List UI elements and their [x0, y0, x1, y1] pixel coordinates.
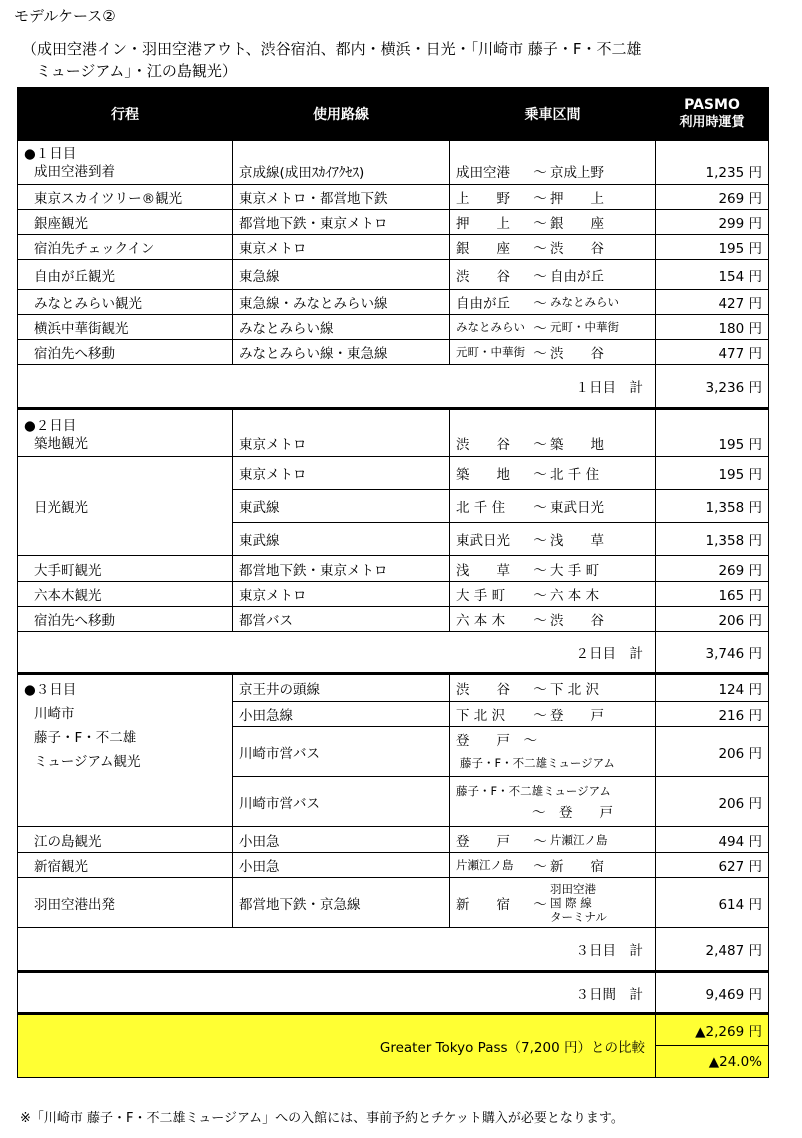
table-row: [18, 556, 769, 582]
day1-label: ●１日目: [24, 146, 77, 162]
day3-label: ●３日目: [18, 674, 233, 702]
itinerary-item: 東京スカイツリー®観光: [18, 185, 233, 210]
route-line: 都営地下鉄・東京メトロ: [233, 556, 450, 582]
compare-percent: ▲24.0%: [656, 1046, 769, 1078]
route-section: 銀 座 ～ 渋 谷: [450, 235, 656, 260]
table-row: [18, 827, 769, 853]
day1-total: 3,236 円: [656, 365, 769, 409]
route-line: 京成線(成田ｽｶｲｱｸｾｽ): [233, 141, 450, 185]
day1-first-item: ●１日目 成田空港到着: [18, 141, 233, 185]
header-line: 使用路線: [233, 88, 450, 141]
itinerary-item: 日光観光: [18, 457, 233, 556]
header-fare: PASMO 利用時運賃: [656, 88, 769, 141]
route-line: 川崎市営バス: [233, 777, 450, 827]
route-line: みなとみらい線・東急線: [233, 340, 450, 365]
route-section: 北 千 住 ～ 東武日光: [450, 490, 656, 523]
route-line: 小田急線: [233, 702, 450, 727]
route-line: 東武線: [233, 490, 450, 523]
route-line: 都営地下鉄・東京メトロ: [233, 210, 450, 235]
grand-total-row: [18, 972, 769, 1014]
itinerary-item: 新宿観光: [18, 853, 233, 878]
route-line: 東京メトロ: [233, 457, 450, 490]
table-row: [18, 235, 769, 260]
route-line: 京王井の頭線: [233, 674, 450, 702]
route-line: 東京メトロ: [233, 235, 450, 260]
header-section: 乗車区間: [450, 88, 656, 141]
day3-total: 2,487 円: [656, 928, 769, 972]
day2-total-row: [18, 632, 769, 674]
page-title: モデルケース②: [14, 7, 116, 25]
page-subtitle: [22, 38, 792, 82]
route-section: 自由が丘 ～ みなとみらい: [450, 290, 656, 315]
fare-cell: 216 円: [656, 702, 769, 727]
route-line: 小田急: [233, 827, 450, 853]
route-line: 東京メトロ・都営地下鉄: [233, 185, 450, 210]
subtitle-line-1: （成田空港イン・羽田空港アウト、渋谷宿泊、都内・横浜・日光・「川崎市 藤子・F・不二雄: [22, 40, 642, 58]
itinerary-item: 六本木観光: [18, 582, 233, 607]
route-section: 築 地 ～ 北 千 住: [450, 457, 656, 490]
table-row: [18, 141, 769, 185]
fare-cell: 165 円: [656, 582, 769, 607]
fare-cell: 1,358 円: [656, 490, 769, 523]
day2-total-label: ２日目 計: [18, 632, 656, 674]
fare-cell: 269 円: [656, 185, 769, 210]
route-section: 登 戸 ～ 片瀬江ノ島: [450, 827, 656, 853]
route-section: 渋 谷 ～ 下 北 沢: [450, 674, 656, 702]
table-row: [18, 674, 769, 702]
route-line: 東京メトロ: [233, 409, 450, 457]
fare-cell: 154 円: [656, 260, 769, 290]
route-line: 川崎市営バス: [233, 727, 450, 777]
compare-row-1: [18, 1014, 769, 1046]
route-section: 新 宿 ～ 羽田空港 国 際 線 ターミナル: [450, 878, 656, 928]
route-section: 成田空港 ～ 京成上野: [450, 141, 656, 185]
compare-diff: ▲2,269 円: [656, 1014, 769, 1046]
table-row: [18, 607, 769, 632]
route-line: みなとみらい線: [233, 315, 450, 340]
itinerary-item: みなとみらい観光: [18, 290, 233, 315]
route-section: 藤子・F・不二雄ミュージアム ～ 登 戸: [450, 777, 656, 827]
fare-cell: 1,235 円: [656, 141, 769, 185]
fare-cell: 299 円: [656, 210, 769, 235]
table-row: [18, 878, 769, 928]
header-itinerary: 行程: [18, 88, 233, 141]
fare-cell: 206 円: [656, 777, 769, 827]
itinerary-item: 宿泊先チェックイン: [18, 235, 233, 260]
fare-cell: 206 円: [656, 727, 769, 777]
route-section: 元町・中華街 ～ 渋 谷: [450, 340, 656, 365]
table-row: [18, 853, 769, 878]
route-section: 東武日光 ～ 浅 草: [450, 523, 656, 556]
route-line: 都営バス: [233, 607, 450, 632]
fare-cell: 124 円: [656, 674, 769, 702]
table-row: [18, 315, 769, 340]
table-row: [18, 582, 769, 607]
route-section: みなとみらい ～ 元町・中華街: [450, 315, 656, 340]
itinerary-item: 羽田空港出発: [18, 878, 233, 928]
route-section: 浅 草 ～ 大 手 町: [450, 556, 656, 582]
grand-total-label: ３日間 計: [18, 972, 656, 1014]
route-line: 東京メトロ: [233, 582, 450, 607]
route-line: 東武線: [233, 523, 450, 556]
route-section: 下 北 沢 ～ 登 戸: [450, 702, 656, 727]
route-section: 片瀬江ノ島 ～ 新 宿: [450, 853, 656, 878]
route-line: 都営地下鉄・京急線: [233, 878, 450, 928]
itinerary-item-kawasaki: 川崎市 藤子・F・不二雄 ミュージアム観光: [18, 702, 233, 827]
table-row: [18, 260, 769, 290]
route-section: 渋 谷 ～ 自由が丘: [450, 260, 656, 290]
route-line: 東急線: [233, 260, 450, 290]
itinerary-item: 銀座観光: [18, 210, 233, 235]
table-row: [18, 340, 769, 365]
route-section: 六 本 木 ～ 渋 谷: [450, 607, 656, 632]
day3-total-label: ３日目 計: [18, 928, 656, 972]
day1-total-row: [18, 365, 769, 409]
table-row: [18, 290, 769, 315]
footnote: ※「川崎市 藤子・F・不二雄ミュージアム」への入館には、事前予約とチケット購入が必要となります。: [20, 1111, 624, 1126]
fare-cell: 269 円: [656, 556, 769, 582]
table-row: [18, 409, 769, 457]
day1-total-label: １日目 計: [18, 365, 656, 409]
table-row: [18, 185, 769, 210]
fare-table: [17, 87, 769, 1078]
itinerary-item: 宿泊先へ移動: [18, 607, 233, 632]
itinerary-item: 江の島観光: [18, 827, 233, 853]
compare-label: Greater Tokyo Pass（7,200 円）との比較: [18, 1014, 656, 1078]
fare-cell: 477 円: [656, 340, 769, 365]
fare-cell: 195 円: [656, 409, 769, 457]
day2-label: ●２日目: [24, 418, 77, 434]
fare-cell: 494 円: [656, 827, 769, 853]
header-row: [18, 88, 769, 141]
itinerary-item: 宿泊先へ移動: [18, 340, 233, 365]
fare-cell: 427 円: [656, 290, 769, 315]
route-section: 押 上 ～ 銀 座: [450, 210, 656, 235]
itinerary-item: 大手町観光: [18, 556, 233, 582]
fare-cell: 195 円: [656, 235, 769, 260]
table-row: [18, 457, 769, 490]
itinerary-item: 横浜中華街観光: [18, 315, 233, 340]
fare-cell: 614 円: [656, 878, 769, 928]
fare-cell: 195 円: [656, 457, 769, 490]
route-section: 大 手 町 ～ 六 本 木: [450, 582, 656, 607]
route-section: 登 戸 ～ 藤子・F・不二雄ミュージアム: [450, 727, 656, 777]
fare-cell: 180 円: [656, 315, 769, 340]
route-line: 小田急: [233, 853, 450, 878]
itinerary-item: 自由が丘観光: [18, 260, 233, 290]
grand-total: 9,469 円: [656, 972, 769, 1014]
day2-first-item: ●２日目 築地観光: [18, 409, 233, 457]
route-section: 渋 谷 ～ 築 地: [450, 409, 656, 457]
table-row: [18, 210, 769, 235]
route-line: 東急線・みなとみらい線: [233, 290, 450, 315]
day3-total-row: [18, 928, 769, 972]
route-section: 上 野 ～ 押 上: [450, 185, 656, 210]
table-row: [18, 702, 769, 727]
fare-cell: 627 円: [656, 853, 769, 878]
day2-total: 3,746 円: [656, 632, 769, 674]
fare-cell: 1,358 円: [656, 523, 769, 556]
fare-cell: 206 円: [656, 607, 769, 632]
subtitle-line-2: ミュージアム」・江の島観光）: [36, 62, 237, 80]
